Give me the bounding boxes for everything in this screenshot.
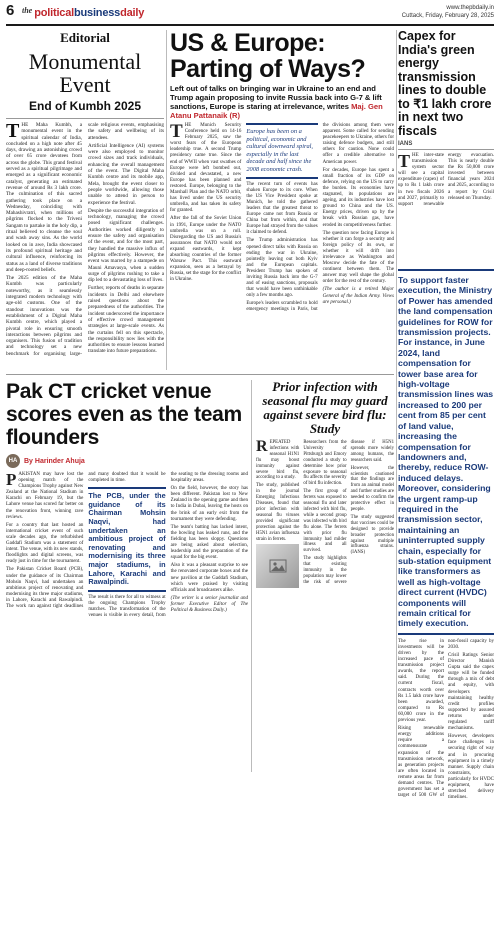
pak-paragraph [6, 472, 83, 521]
page-number: 6 [6, 2, 15, 19]
logo-name-a: political [34, 7, 74, 19]
pak-byline [6, 453, 248, 469]
editorial-subhead: End of Kumbh 2025 [28, 99, 141, 113]
header-rule [6, 24, 494, 26]
bird-flu-headline[interactable]: Prior infection with seasonal flu may guard against severe bird flu: Study [262, 379, 388, 436]
us-paragraph: The Trump administration has opened direct talks with Russia on ending the war in Ukraine, pointedly leaving out both Kyiv and the European capitals. President Trump has spoken of inviting Russia back into the G-7 and of easing sanctions, proposals that would have been unthinkable only a few months ago. [246, 238, 318, 299]
pak-cricket-headline[interactable]: Pak CT cricket venue scores even as the team flounders [6, 380, 242, 449]
capex-story [398, 30, 494, 939]
flu-dropcap: R [256, 438, 268, 455]
editorial-column [6, 30, 164, 375]
flu-paragraph [256, 440, 299, 481]
editorial-paragraph: Artificial Intelligence (AI) systems were also employed to monitor crowd sizes and track individuals, enhancing the overall management of the event. The Digital Maha Kumbh centre and its mobile app, Mela, brought the event closer to people worldwide, allowing those unable to attend in person to experience the festival. [88, 142, 164, 206]
us-pullquote: Europe has been on a political, economic and cultural downward spiral, especially in the last decade and half since the 2008 economic crash. [246, 123, 317, 179]
bird-flu-body [256, 440, 394, 780]
capex-headline[interactable]: Capex for India's green energy transmission lines to double to ₹1 lakh crore in next two fiscals [398, 29, 492, 138]
newspaper-logo[interactable] [22, 5, 144, 21]
pak-pullquote: The PCB, under the guidance of its Chairman Mohsin Naqvi, had undertaken an ambitious project of renovating and modernising its three major stadiums, in Lahore, Karachi and Rawalpindi. [88, 487, 165, 592]
flu-paragraph: The study highlights that existing immunity in the population may lower the risk of severe disease if H5N1 spreads more widely among humans, the researchers said. [303, 440, 394, 585]
deck-author: Maj. Gen Atanu Pattanaik (R) [170, 102, 383, 120]
us-paragraph: Europe's leaders scrambled to hold emergency meetings in Paris, but the divisions among them were apparent. Some called for sending peacekeepers to Ukraine, others for raising defence budgets, and still others for caution. None could offer a credible alternative to American power. [246, 123, 394, 313]
dateline: Cuttack, Friday, February 28, 2025 [401, 13, 494, 19]
capex-paragraph: Rising renewable energy additions require a commensurate expansion of the transmission network, as generation projects are often located in remote areas far from demand centres. The government has set a target of 500 GW of non-fossil capacity by 2030. [398, 638, 494, 799]
capex-paragraph [398, 153, 494, 208]
editorial-kicker: Editorial [60, 30, 110, 45]
pak-paragraph: The Pakistan Cricket Board (PCB), under the guidance of its Chairman Mohsin Naqvi, had undertaken an ambitious project of renovating and modernising its three major stadiums, in Lahore, Karachi and Rawalpindi. The work ran against tight deadlines and many doubted that it would be completed in time. [6, 472, 166, 609]
pak-paragraph: On the field, however, the story has been different. Pakistan lost to New Zealand in the opening game and then to India in Dubai, leaving the hosts on the brink of an early exit from the tournament they were defending. [170, 486, 248, 522]
us-paragraph-text: HE Munich Security Conference held on 14-16 February 2025, saw the worst fears of the European leadership true. A second Trump presidency came true. Since the end of WWII when vast swathes of Europe were left bombed out, divided and devastated, a new Europe has been planned and restored. Europe, belonging to the Marshall Plan and the NATO orbit, has lived under the US security umbrella, and has taken its safety for granted. [170, 123, 242, 214]
flu-paragraph: The study, published in the journal Emerging Infectious Diseases, found that prior infection with seasonal flu viruses provided significant protection against the H5N1 avian influenza strain in ferrets. [256, 483, 300, 542]
us-paragraph [170, 123, 241, 214]
editorial-paragraph: Further, reports of deaths in separate incidents in Delhi and elsewhere raised questions about the preparedness of the authorities. The incident underscored the importance of effective crowd management strategies at large-scale events. As the curtains fell on this spectacle, the responsibility now lies with the authorities to ensure lessons learned translate into future preparations. [88, 285, 164, 355]
masthead [6, 2, 494, 24]
capex-byline: IANS [398, 141, 413, 147]
us-paragraph: For decades, Europe has spent a small fraction of its GDP on defence, relying on the US to carry the burden. Its economies have stagnated, its populations are ageing, and its industries have lost ground to China and the US. Energy prices, driven up by the break with Russian gas, have eroded its competitiveness further. [322, 167, 394, 228]
pak-paragraph: The team's batting has lacked intent, the bowling has leaked runs, and the fielding has been sloppy. Questions are being asked about selection, leadership and the preparation of the squad for the big event. [170, 524, 248, 561]
pak-paragraph: The result is there for all to witness at the ongoing Champions Trophy matches. The transformation of the venues is visible in every detail, from the seating to the dressing rooms and hospitality areas. [88, 472, 248, 618]
flu-paragraph: The study suggested that vaccines could be designed to provide broader protection against multiple influenza strains. (IANS) [350, 514, 394, 556]
column-rule [251, 380, 252, 772]
column-rule [396, 30, 397, 772]
section-rule [6, 374, 394, 375]
us-europe-story [170, 30, 394, 376]
column-rule [166, 30, 167, 370]
editorial-paragraph: The 2025 edition of the Maha Kumbh was particularly noteworthy, as it seamlessly integrated modern technology with age-old customs. One of the standout innovations was the establishment of a Digital Maha Kumbh centre, which played a pivotal role in ensuring smooth interactions between pilgrims and organisers. This fusion of tradition and technology set a new benchmark for organising large-scale religious events, emphasising the safety and wellbeing of its attendees. [6, 122, 164, 357]
us-europe-deck [170, 84, 394, 120]
capex-dropcap: T [398, 151, 411, 171]
pak-author-note: (The writer is a senior journalist and former Executive Editor of The Political & Business Daily.) [170, 595, 248, 613]
flu-paragraph-text: EPEATED infections with seasonal H1N1 flu may boost immunity against severe bird flu, according to a study. [256, 440, 300, 481]
capex-paragraph: Crisil Ratings Senior Director Manish Gupta said the capex surge will be funded through a mix of debt and equity, with developers maintaining healthy credit profiles supported by assured returns under regulated tariff mechanisms. [448, 653, 494, 732]
editorial-dropcap: T [6, 120, 20, 142]
editorial-paragraph-text: HE Maha Kumbh, a monumental event in the spiritual calendar of India, concluded on a high note after 45 days, drawing an astonishing crowd of over 65 crore devotees from across the globe. This grand festival served as a spiritual pilgrimage and emerged as a significant economic catalyst, generating an estimated revenue of around Rs 3 lakh crore. The culmination of this sacred gathering took place on a Wednesday, coinciding with Mahashivratri, when millions of pilgrims flocked to the Triveni Sangam to partake in the holy dip, a ritual believed to cleanse the soul and wash away sins. As the world looked on in awe, India showcased its profound spiritual heritage and cultural influence, reinforcing its status as a land of diverse traditions and deep-rooted beliefs. [6, 122, 82, 273]
bird-flu-story [256, 380, 394, 780]
capex-rule [398, 149, 494, 150]
pak-paragraph-text: AKISTAN may have lost the opening match of the Champions Trophy against New Zealand at the National Stadium in Karachi on February 19, but the Lahore venue has scored far better on the renovation front, winning rave reviews. [6, 472, 84, 520]
author-name[interactable]: By Harinder Ahuja [24, 457, 85, 465]
pak-paragraph: Also it was a pleasant surprise to see the renovated corporate boxes and the new pavilion at the Gaddafi Stadium, which were praised by visiting officials and broadcasters alike. [170, 563, 248, 593]
deck-text: Left out of talks on bringing war in Ukraine to an end and Trump again proposing to invite Russia back into G-7 & lift sanctions, Europe is staring at irrelevance, writes [170, 84, 382, 111]
pak-dropcap: P [6, 470, 17, 489]
capex-pullquote: To support faster execution, the Ministry of Power has amended the land compensation guidelines for ROW for transmission projects. For instance, in June 2024, land compensation for tower base area for high-voltage transmission lines was increased to 200 per cent from 85 per cent of land value, increasing the compensation for landowners and, thereby, reduce ROW-induced delays. Moreover, considering the urgent ramp-up required in the transmission sector, maintaining an uninterrupted supply chain, especially for sub-station equipment like transformers as well as high-voltage direct current (HVDC) components will remain critical for timely execution. [398, 269, 494, 635]
capex-paragraph: However, developers face challenges in securing right of way and in procuring equipment in a timely manner. Supply chain constraints, particularly for HVDC equipment, have stretched delivery timelines. [448, 734, 494, 801]
flu-photo [256, 544, 299, 588]
header-info [402, 4, 494, 20]
editorial-headline[interactable]: Monumental Event [28, 49, 142, 97]
flu-paragraph: However, the scientists cautioned that the findings are from an animal model and further studies are needed to confirm the protective effect in people. [350, 465, 394, 512]
us-europe-body [170, 123, 394, 376]
flu-paragraph: The first group of ferrets was exposed to seasonal flu and later infected with bird flu, while a second group was infected with bird flu alone. The ferrets with prior flu immunity had milder illness and all survived. [303, 489, 347, 554]
us-paragraph: The recent turn of events has shaken Europe to its core. When the US Vice President spoke at Munich, he told the gathered leaders that the greatest threat to Europe came not from Russia or China but from within, and that Europe had strayed from the values it claimed to defend. [246, 181, 318, 236]
pak-paragraph: For a country that last hosted an international cricket event of such scale decades ago, the refurbished Gaddafi Stadium was a statement of intent. The venue, with its new stands, floodlights and digital screens, was ready just in time for the tournament. [6, 522, 84, 565]
capex-paragraph: The rise in investments will be driven by the increased pace of transmission project awards, the report said. During the current fiscal, contracts worth over Rs 1.5 lakh crore have been awarded, compared to Rs 60,000 crore in the previous year. [398, 638, 444, 724]
website-link[interactable]: www.thepbdaily.in [446, 5, 494, 11]
pak-cricket-story [6, 380, 248, 798]
pak-cricket-body [6, 472, 248, 798]
us-paragraph: After the fall of the Soviet Union in 1991, Europe under the NATO umbrella was on a roll. Disregarding the US and Russia's assurances that NATO would not expand eastwards, it kept absorbing countries of the former Warsaw Pact. This eastward expansion, seen as a betrayal by Russia, set the stage for the conflict in Ukraine. [170, 216, 242, 283]
logo-name-b: business [74, 7, 121, 19]
image-placeholder-icon [269, 559, 287, 573]
capex-body-bottom [398, 639, 494, 939]
editorial-paragraph: Despite the successful integration of technology, managing the crowd posed significant challenges. Authorities worked diligently to ensure the safety and organisation of the event, and for the most part, they handled the massive influx of pilgrims effectively. However, the event was marred by a stampede on Mauni Amavasya, when a sudden surge of pilgrims rushing to take a dip led to a devastating loss of lives. [88, 207, 164, 284]
us-paragraph: The question now facing Europe is whether it can forge a security and foreign policy of its own, or whether it will drift into irrelevance as Washington and Moscow decide the fate of the continent between them. The answer may well shape the global order for the rest of the century. [322, 230, 394, 285]
capex-body-top [398, 153, 494, 265]
editorial-paragraph [6, 122, 82, 273]
logo-suffix: daily [120, 7, 145, 19]
logo-name [34, 7, 144, 19]
editorial-body [6, 122, 164, 375]
us-author-note: (The author is a retired Major General of the Indian Army. Views are personal.) [322, 287, 394, 305]
logo-prefix: the [22, 5, 33, 15]
editorial-rule [6, 118, 164, 119]
us-dropcap: T [170, 121, 183, 142]
us-europe-headline[interactable]: US & Europe: Parting of Ways? [170, 29, 366, 83]
capex-paragraph-text: HE inter-state transmission system sector will see a capital expenditure (capex) of up to Rs 1 lakh crore in two fiscals 2026 and 2027, primarily to support renewable energy evacuation. This is nearly double the Rs 50,000 crore invested between financial years 2024 and 2025, according to a report by Crisil released on Thursday. [398, 153, 494, 207]
author-avatar: HA [6, 454, 20, 468]
flu-paragraph: Researchers from the University of Pittsburgh and Emory conducted a study to determine how prior exposure to seasonal flu affects the severity of bird flu infection. [303, 440, 347, 487]
